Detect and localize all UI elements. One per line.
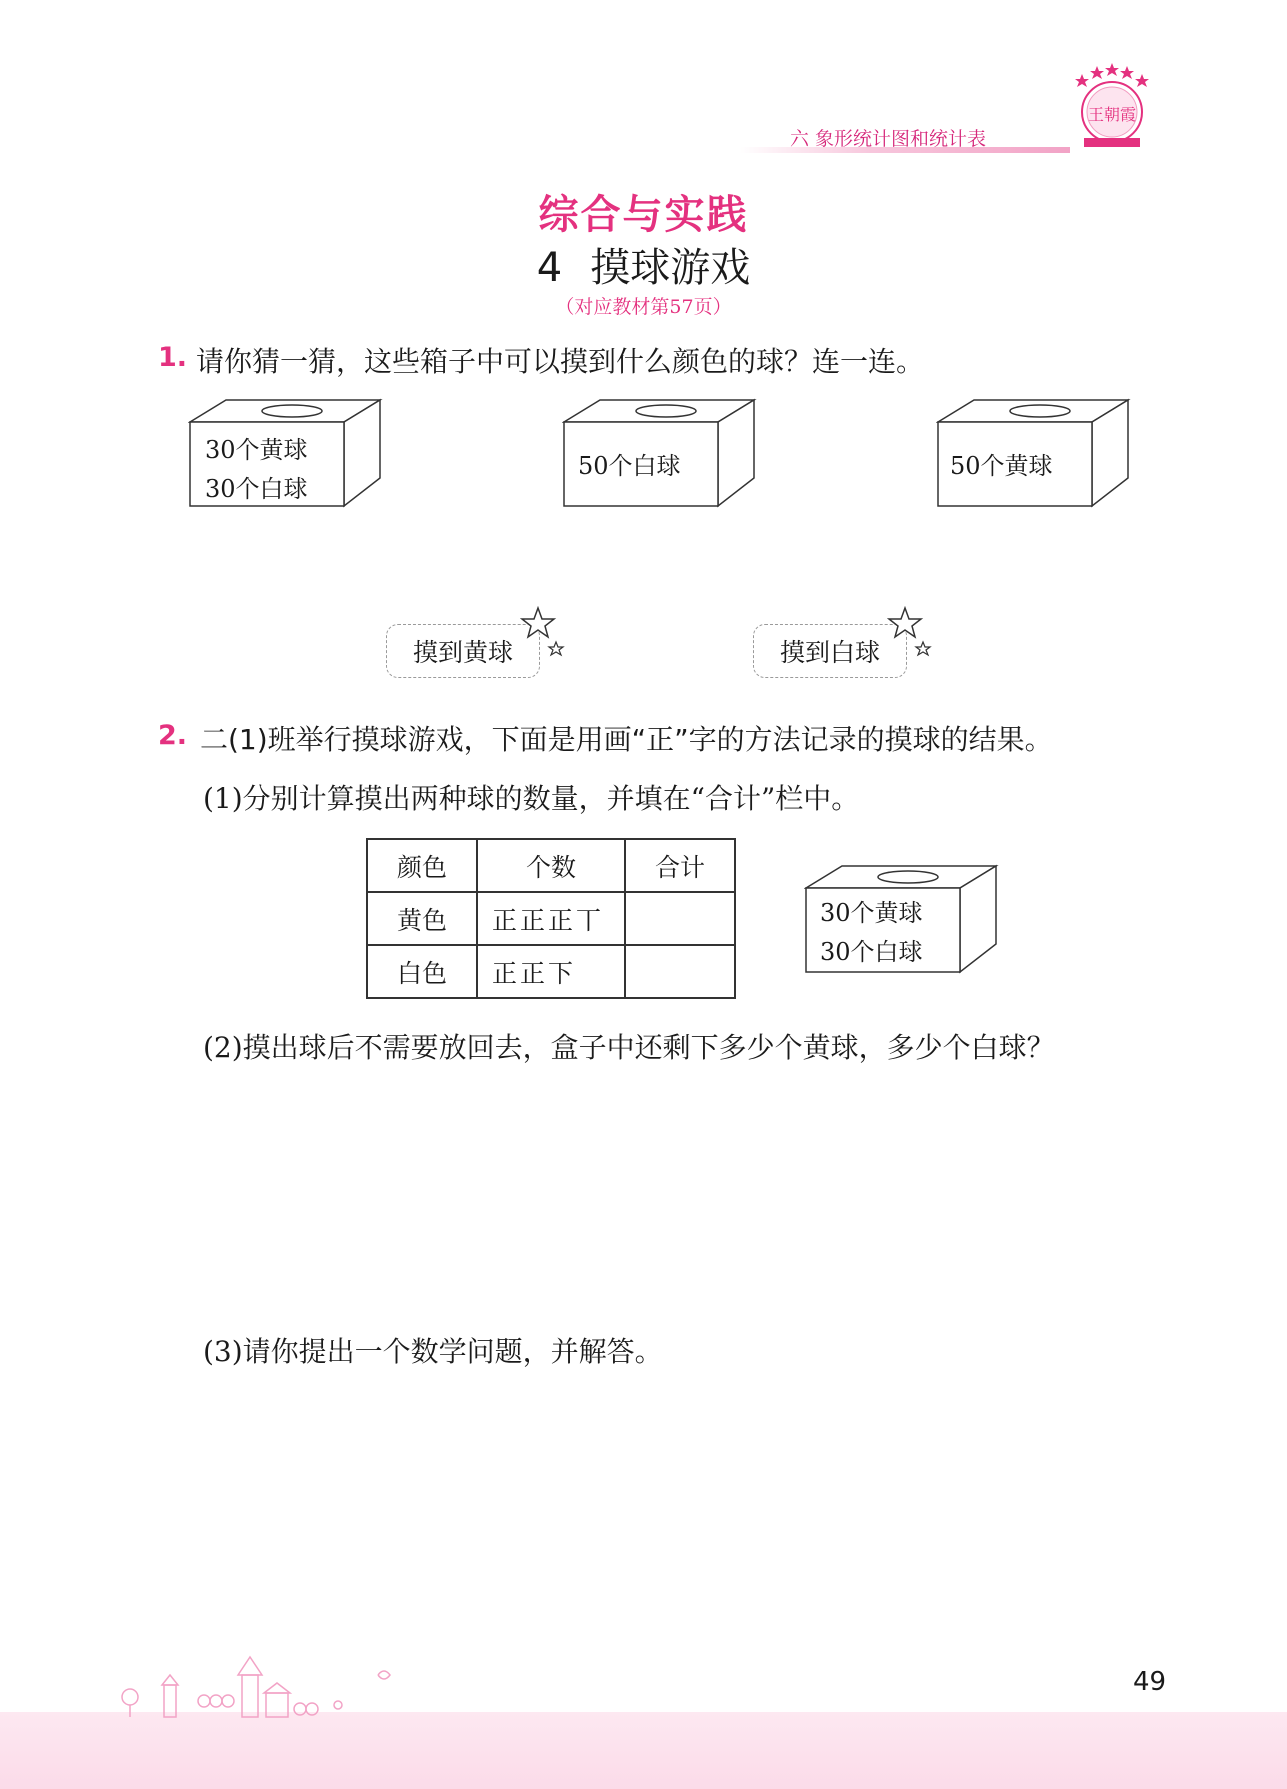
q2-sub2: (2)摸出球后不需要放回去，盒子中还剩下多少个黄球，多少个白球？	[203, 1031, 1055, 1064]
lesson-title	[0, 236, 1287, 293]
q1-text: 请你猜一猜，这些箱子中可以摸到什么颜色的球？连一连。	[196, 345, 925, 378]
table-header-row	[367, 839, 735, 892]
footer-town-illustration	[118, 1645, 408, 1725]
col-header-total: 合计	[625, 839, 735, 892]
q2-number: 2.	[158, 720, 188, 751]
row-color: 白色	[367, 945, 477, 998]
row-total-input[interactable]	[625, 945, 735, 998]
q2-sub1: (1)分别计算摸出两种球的数量，并填在“合计”栏中。	[203, 782, 860, 815]
star-icon	[887, 606, 935, 662]
star-icon	[520, 606, 568, 662]
q2-box-line2: 30个白球	[820, 938, 923, 966]
q1-number: 1.	[158, 342, 188, 373]
q1-box-1-line1: 30个黄球	[205, 436, 308, 464]
badge-name: 王朝霞	[1087, 105, 1137, 124]
q1-box-1-line2: 30个白球	[205, 475, 308, 503]
q1-box-3-line1: 50个黄球	[950, 452, 1053, 480]
author-badge-logo	[1072, 60, 1152, 150]
q2-text: 二(1)班举行摸球游戏，下面是用画“正”字的方法记录的摸球的结果。	[200, 723, 1053, 756]
chapter-title: 六 象形统计图和统计表	[790, 128, 987, 150]
row-tally: 正正下	[477, 945, 625, 998]
section-title: 综合与实践	[538, 192, 749, 238]
tag-white-ball[interactable]: 摸到白球	[753, 624, 907, 678]
row-tally: 正正正丅	[477, 892, 625, 945]
tag-yellow-ball[interactable]: 摸到黄球	[386, 624, 540, 678]
page-number: 49	[1133, 1667, 1167, 1697]
lesson-number: 4	[536, 245, 563, 291]
lesson-name: 摸球游戏	[590, 245, 751, 291]
q1-box-2-line1: 50个白球	[578, 452, 681, 480]
col-header-color: 颜色	[367, 839, 477, 892]
row-color: 黄色	[367, 892, 477, 945]
page-reference: （对应教材第57页）	[555, 296, 732, 318]
q2-sub3: (3)请你提出一个数学问题，并解答。	[203, 1335, 663, 1368]
row-total-input[interactable]	[625, 892, 735, 945]
col-header-count: 个数	[477, 839, 625, 892]
table-row	[367, 945, 735, 998]
q2-box-line1: 30个黄球	[820, 899, 923, 927]
tally-table	[366, 838, 736, 999]
table-row	[367, 892, 735, 945]
